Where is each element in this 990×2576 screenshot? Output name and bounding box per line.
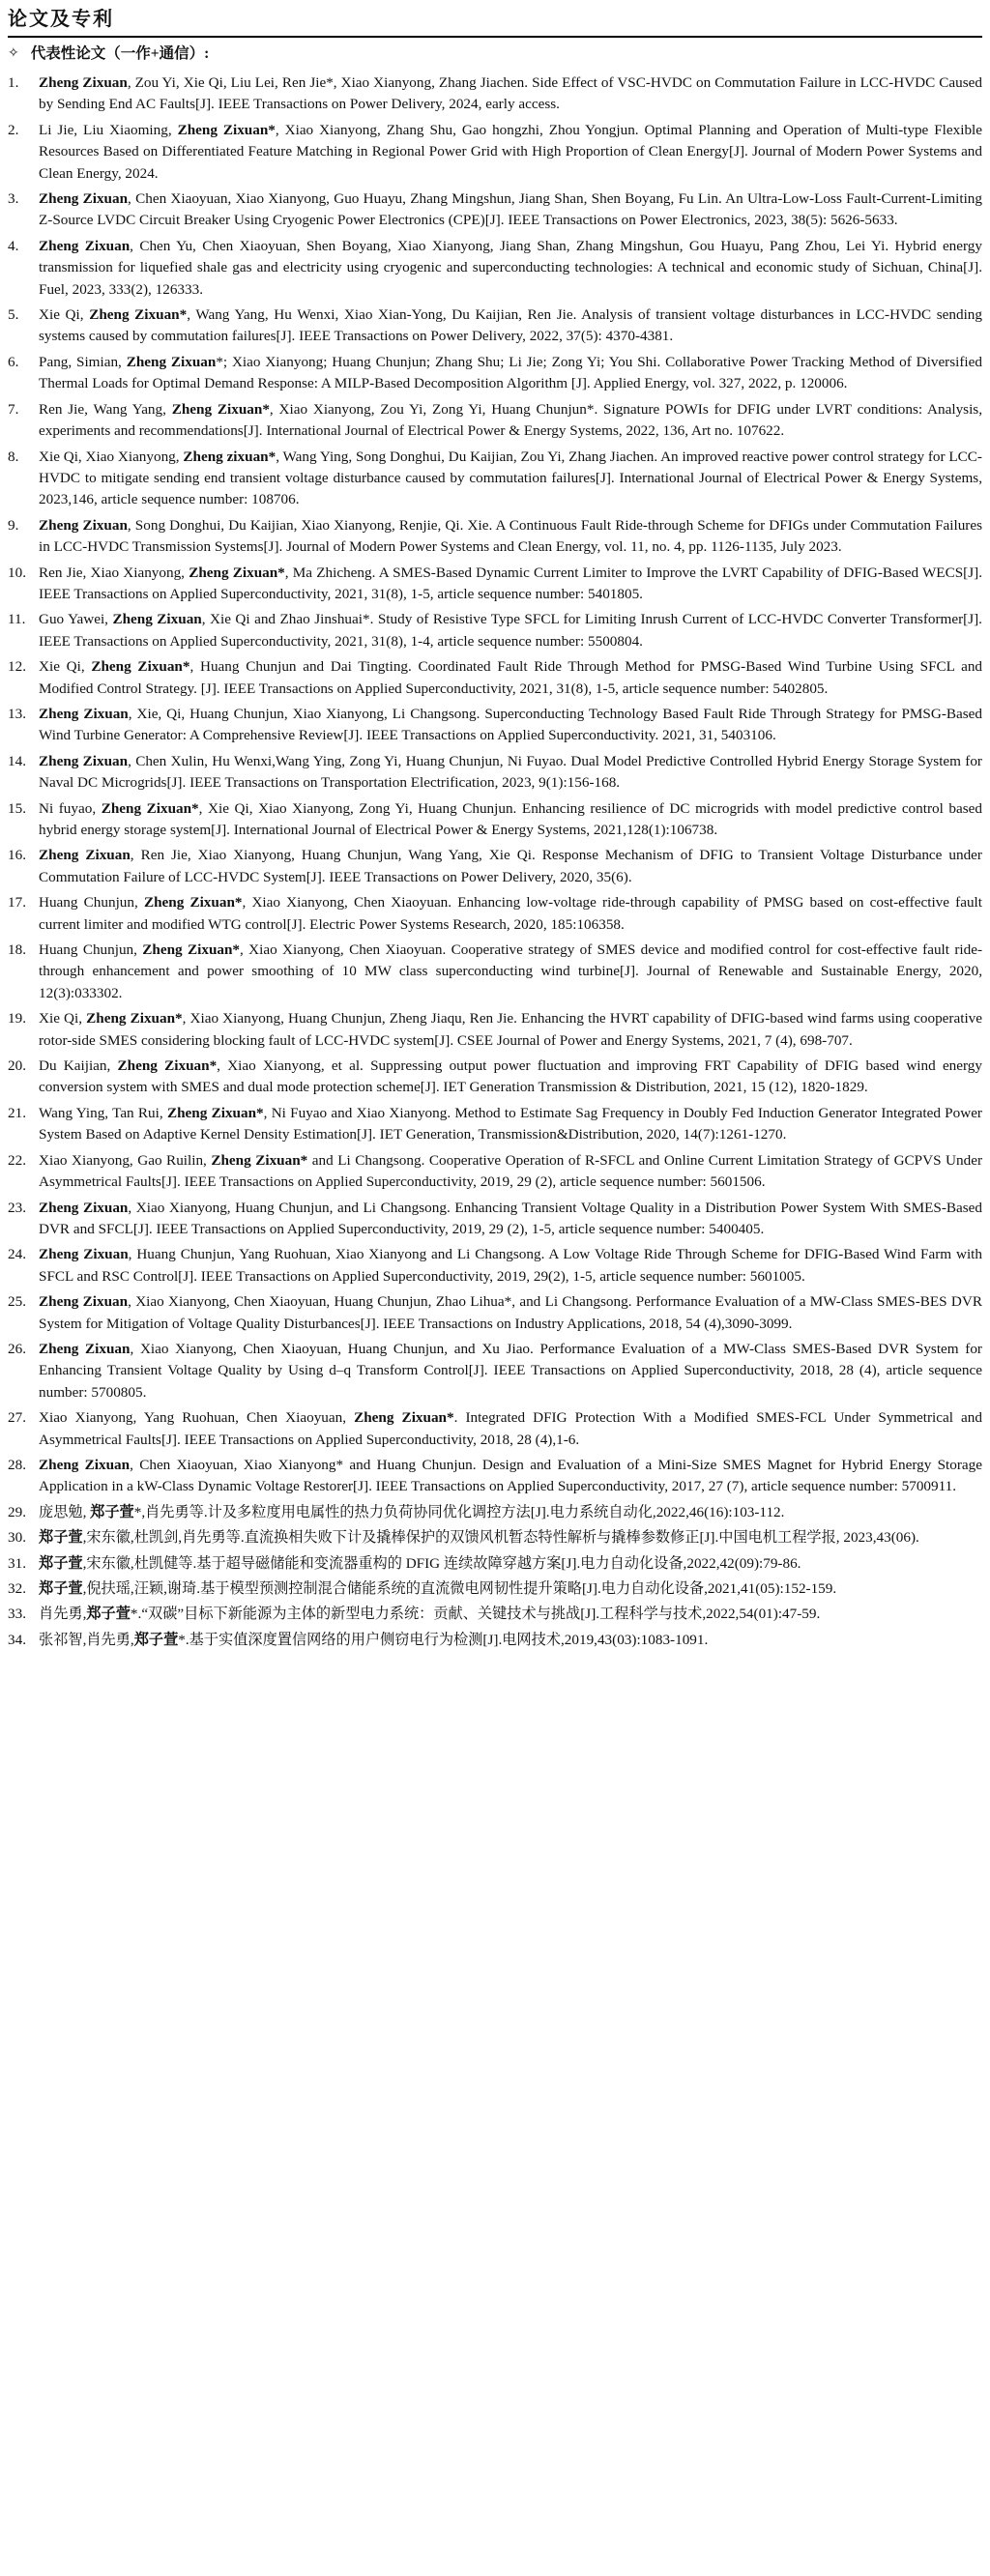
citation-text: Ni fuyao,: [39, 799, 102, 817]
publication-citation: [39, 704, 982, 747]
publication-citation: [39, 1455, 982, 1498]
author-name-highlight: Zheng Zixuan: [39, 1199, 129, 1216]
publication-number: 9.: [8, 516, 19, 534]
publication-number: 2.: [8, 121, 19, 138]
author-name-highlight: Zheng Zixuan*: [89, 306, 188, 324]
publication-item: [8, 704, 982, 747]
publication-number: 20.: [8, 1057, 26, 1075]
publication-item: [8, 1291, 982, 1335]
publication-citation: [39, 563, 982, 606]
citation-text: , Ma Zhicheng. A SMES-Based Dynamic Current Limiter to Improve the LVRT Capability of DFIG-Based WECS[J]. IEEE Transactions on Applied Superconductivity, 2021, 31(8), 1-5, article sequence number: 5401805.: [39, 564, 982, 602]
citation-text: , Xiao Xianyong, Chen Xiaoyuan, Huang Chunjun, Zhao Lihua*, and Li Changsong. Performance Evaluation of a MW-Class SMES-BES DVR System for Mitigation of Voltage Quality Disturbances[J]. IEEE Transactions on Industry Applications, 2018, 54 (4),3090-3099.: [39, 1293, 982, 1332]
citation-text: , Huang Chunjun and Dai Tingting. Coordinated Fault Ride Through Method for PMSG-Based Wind Turbine Using SFCL and Modified Control Strategy. [J]. IEEE Transactions on Applied Superconductivity, 2021, 31(8), 1-5, article sequence number: 5402805.: [39, 658, 983, 697]
citation-text: Guo Yawei,: [39, 611, 113, 628]
publication-item: [8, 845, 982, 888]
publication-citation: [39, 188, 982, 232]
publication-citation: [39, 1553, 982, 1575]
section-title: 论文及专利: [8, 9, 114, 30]
citation-text: Li Jie, Liu Xiaoming,: [39, 121, 178, 138]
author-name-highlight: Zheng Zixuan: [39, 237, 131, 254]
publication-item: [8, 798, 982, 842]
citation-text: 肖先勇,: [39, 1606, 87, 1623]
author-name-highlight: Zheng Zixuan: [39, 1456, 131, 1473]
citation-text: ,宋东徽,杜凯健等.基于超导磁储能和变流器重构的 DFIG 连续故障穿越方案[J].电力自动化设备,2022,42(09):79-86.: [82, 1554, 801, 1572]
publication-citation: [39, 352, 982, 395]
publication-number: 4.: [8, 237, 19, 254]
citation-text: , Xiao Xianyong, Huang Chunjun, Zheng Jiaqu, Ren Jie. Enhancing the HVRT capability of DFIG-based wind farms using cooperative rotor-side SMES considering blocking fault of LCC-HVDC system[J]. CSEE Journal of Power and Energy Systems, 2021, 7 (4), 698-707.: [39, 1010, 982, 1049]
publication-number: 3.: [8, 190, 19, 208]
citation-text: , Xiao Xianyong, Chen Xiaoyuan, Huang Chunjun, and Xu Jiao. Performance Evaluation of a MW-Class SMES-Based DVR System for Enhancing Transient Voltage Quality by Using d–q Transform Control[J]. IEEE Transactions on Applied Superconductivity, 2018, 28 (4), article sequence number: 5700805.: [39, 1340, 982, 1401]
publication-item: [8, 656, 982, 700]
publication-number: 15.: [8, 799, 26, 817]
citation-text: Xie Qi,: [39, 306, 90, 324]
author-name-highlight: 郑子萱: [39, 1580, 83, 1597]
citation-text: , Huang Chunjun, Yang Ruohuan, Xiao Xianyong and Li Changsong. A Low Voltage Ride Through Scheme for DFIG-Based Wind Farm with SFCL and RSC Control[J]. IEEE Transactions on Applied Superconductivity, 2019, 29(2), 1-5, article sequence number: 5601005.: [39, 1246, 982, 1285]
publication-citation: [39, 656, 982, 700]
section-divider: [8, 36, 982, 38]
publication-citation: [39, 72, 982, 116]
publication-citation: [39, 609, 982, 652]
author-name-highlight: Zheng Zixuan: [39, 1340, 131, 1357]
author-name-highlight: Zheng Zixuan*: [101, 799, 199, 817]
publication-item: [8, 940, 982, 1004]
author-name-highlight: Zheng Zixuan*: [189, 564, 285, 581]
publication-item: [8, 1527, 982, 1548]
author-name-highlight: Zheng Zixuan*: [117, 1057, 218, 1075]
author-name-highlight: Zheng Zixuan*: [91, 658, 190, 676]
publication-number: 33.: [8, 1606, 26, 1623]
publication-number: 17.: [8, 894, 26, 912]
publication-citation: [39, 515, 982, 559]
citation-text: Ren Jie, Wang Yang,: [39, 400, 172, 418]
author-name-highlight: Zheng Zixuan: [39, 752, 129, 769]
publication-number: 13.: [8, 705, 26, 722]
publication-citation: [39, 1291, 982, 1335]
publication-citation: [39, 1527, 982, 1548]
publication-item: [8, 1008, 982, 1052]
citation-text: Xiao Xianyong, Gao Ruilin,: [39, 1151, 212, 1169]
citation-text: , Xie, Qi, Huang Chunjun, Xiao Xianyong, Li Changsong. Superconducting Technology Based Fault Ride Through Strategy for PMSG-Based Wind Turbine Generator: A Comprehensive Review[J]. IEEE Transactions on Applied Superconductivity. 2021, 31, 5403106.: [39, 705, 982, 744]
author-name-highlight: Zheng Zixuan: [112, 611, 202, 628]
publication-citation: [39, 798, 982, 842]
publication-item: [8, 1630, 982, 1651]
citation-text: , Xiao Xianyong, Zou Yi, Zong Yi, Huang Chunjun*. Signature POWIs for DFIG under LVRT conditions: Analysis, experiments and recommendations[J]. International Journal of Electrical Power & Energy Systems, 2022, 136, Art no. 107622.: [39, 400, 982, 440]
publication-item: [8, 1553, 982, 1575]
publication-number: 10.: [8, 564, 26, 581]
citation-text: 庞思勉,: [39, 1503, 91, 1520]
citation-text: ,宋东徽,杜凯剑,肖先勇等.直流换相失败下计及撬棒保护的双馈风机暂态特性解析与撬棒参数修正[J].中国电机工程学报, 2023,43(06).: [82, 1529, 919, 1547]
publication-citation: [39, 399, 982, 443]
citation-text: Wang Ying, Tan Rui,: [39, 1104, 167, 1121]
publication-number: 32.: [8, 1580, 26, 1597]
citation-text: , Xiao Xianyong, Chen Xiaoyuan. Cooperative strategy of SMES device and modified control for cost-effective fault ride-through enhancement and power smoothing of 10 MW class superconducting wind turbine[J]. Journal of Renewable and Sustainable Energy, 2020, 12(3):033302.: [39, 941, 982, 1001]
publication-number: 24.: [8, 1246, 26, 1263]
citation-text: Du Kaijian,: [39, 1057, 118, 1075]
publication-number: 14.: [8, 752, 26, 769]
citation-text: Xie Qi,: [39, 658, 92, 676]
publication-citation: [39, 1339, 982, 1404]
citation-text: , Zou Yi, Xie Qi, Liu Lei, Ren Jie*, Xiao Xianyong, Zhang Jiachen. Side Effect of VSC-HVDC on Commutation Failure in LCC-HVDC Caused by Sending End AC Faults[J]. IEEE Transactions on Power Delivery, 2024, early access.: [39, 74, 982, 113]
citation-text: , Wang Ying, Song Donghui, Du Kaijian, Zou Yi, Zhang Jiachen. An improved reactive power control strategy for LCC-HVDC to mitigate sending end transient voltage disturbance caused by commutation failures[J]. International Journal of Electrical Power & Energy Systems, 2023,146, article sequence number: 108706.: [39, 448, 982, 508]
publication-number: 11.: [8, 611, 26, 628]
publication-number: 21.: [8, 1104, 26, 1121]
publication-item: [8, 1244, 982, 1288]
publication-number: 18.: [8, 941, 26, 959]
publication-number: 19.: [8, 1010, 26, 1028]
publication-citation: [39, 447, 982, 511]
publication-item: [8, 236, 982, 301]
publication-item: [8, 188, 982, 232]
author-name-highlight: 郑子萱: [86, 1606, 131, 1623]
author-name-highlight: Zheng Zixuan*: [177, 121, 276, 138]
citation-text: , Xie Qi and Zhao Jinshuai*. Study of Resistive Type SFCL for Limiting Inrush Current of LCC-HVDC Converter Transformer[J]. IEEE Transactions on Applied Superconductivity, 2021, 31(8), 1-4, article sequence number: 5500804.: [39, 611, 982, 650]
publication-citation: [39, 1604, 982, 1625]
publication-item: [8, 1103, 982, 1146]
citation-text: *.“双碳”目标下新能源为主体的新型电力系统：贡献、关键技术与挑战[J].工程科学与技术,2022,54(01):47-59.: [130, 1606, 821, 1623]
citation-text: , Song Donghui, Du Kaijian, Xiao Xianyong, Renjie, Qi. Xie. A Continuous Fault Ride-through Scheme for DFIGs under Commutation Failures in LCC-HVDC Transmission Systems[J]. Journal of Modern Power Systems and Clean Energy, vol. 11, no. 4, pp. 1126-1135, July 2023.: [39, 516, 983, 556]
author-name-highlight: Zheng Zixuan*: [211, 1151, 308, 1169]
publication-citation: [39, 1103, 982, 1146]
citation-text: , Wang Yang, Hu Wenxi, Xiao Xian-Yong, Du Kaijian, Ren Jie. Analysis of transient voltage disturbances in LCC-HVDC sending systems caused by commutation failures[J]. IEEE Transactions on Power Delivery, 2022, 37(5): 4370-4381.: [39, 306, 982, 345]
publication-item: [8, 751, 982, 795]
publication-number: 28.: [8, 1456, 26, 1473]
publication-number: 12.: [8, 658, 26, 676]
publication-number: 5.: [8, 306, 19, 324]
publication-number: 27.: [8, 1409, 26, 1427]
publication-number: 23.: [8, 1199, 26, 1216]
author-name-highlight: Zheng Zixuan*: [354, 1409, 454, 1427]
publication-citation: [39, 892, 982, 936]
publication-item: [8, 892, 982, 936]
publication-item: [8, 1407, 982, 1451]
publication-citation: [39, 304, 982, 348]
citation-text: *; Xiao Xianyong; Huang Chunjun; Zhang Shu; Li Jie; Zong Yi; You Shi. Collaborative Power Tracking Method of Diversified Thermal Loads for Optimal Demand Response: A MILP-Based Decomposition Algorithm [J]. Applied Energy, vol. 327, 2022, p. 120006.: [39, 353, 982, 392]
author-name-highlight: Zheng Zixuan*: [142, 941, 241, 959]
publication-list: [8, 72, 982, 1651]
citation-text: and Li Changsong. Cooperative Operation of R-SFCL and Online Current Limitation Strategy of GCPVS Under Asymmetrical Faults[J]. IEEE Transactions on Applied Superconductivity, 2019, 29 (2), article sequence number: 5601506.: [39, 1151, 983, 1191]
citation-text: . Integrated DFIG Protection With a Modified SMES-FCL Under Symmetrical and Asymmetrical Faults[J]. IEEE Transactions on Applied Superconductivity, 2018, 28 (4),1-6.: [39, 1409, 982, 1448]
citation-text: ,倪扶瑶,汪颖,谢琦.基于模型预测控制混合储能系统的直流微电网韧性提升策略[J].电力自动化设备,2021,41(05):152-159.: [82, 1580, 837, 1597]
citation-text: , Xie Qi, Xiao Xianyong, Zong Yi, Huang Chunjun. Enhancing resilience of DC microgrids with model predictive control based hybrid energy storage system[J]. International Journal of Electrical Power & Energy Systems, 2021,128(1):106738.: [39, 799, 982, 838]
publication-citation: [39, 1578, 982, 1600]
publication-item: [8, 72, 982, 116]
subsection-title: 代表性论文（一作+通信）:: [30, 45, 210, 62]
author-name-highlight: Zheng Zixuan: [39, 516, 128, 534]
citation-text: , Xiao Xianyong, Huang Chunjun, and Li Changsong. Enhancing Transient Voltage Quality in a Distribution Power System With SMES-Based DVR and SFCL[J]. IEEE Transactions on Applied Superconductivity, 2019, 29 (2), 1-5, article sequence number: 5400405.: [39, 1199, 982, 1237]
author-name-highlight: Zheng Zixuan*: [86, 1010, 183, 1028]
publication-item: [8, 1056, 982, 1099]
publication-number: 8.: [8, 448, 19, 465]
citation-text: Xie Qi, Xiao Xianyong,: [39, 448, 184, 465]
publication-number: 1.: [8, 74, 19, 91]
author-name-highlight: Zheng Zixuan*: [171, 400, 270, 418]
citation-text: , Ren Jie, Xiao Xianyong, Huang Chunjun, Wang Yang, Xie Qi. Response Mechanism of DFIG to Transient Voltage Disturbance under Commutation Failure of LCC-HVDC System[J]. IEEE Transactions on Power Delivery, 2020, 35(6).: [39, 847, 982, 885]
subsection-heading: [8, 42, 982, 67]
publication-item: [8, 1604, 982, 1625]
publication-citation: [39, 1150, 982, 1194]
citation-text: Pang, Simian,: [39, 353, 127, 370]
publication-number: 29.: [8, 1503, 26, 1520]
citation-text: 张祁智,肖先勇,: [39, 1631, 134, 1648]
author-name-highlight: 郑子萱: [39, 1529, 83, 1547]
author-name-highlight: 郑子萱: [90, 1503, 134, 1520]
citation-text: , Ni Fuyao and Xiao Xianyong. Method to Estimate Sag Frequency in Doubly Fed Induction Generator Integrated Power System Based on Adaptive Kernel Density Estimation[J]. IET Generation, Transmission&Distribution, 2020, 14(7):1261-1270.: [39, 1104, 982, 1143]
publication-citation: [39, 751, 982, 795]
author-name-highlight: 郑子萱: [133, 1631, 179, 1648]
citation-text: Xie Qi,: [39, 1010, 87, 1028]
publication-citation: [39, 120, 982, 185]
citation-text: Huang Chunjun,: [39, 894, 144, 912]
author-name-highlight: Zheng Zixuan: [39, 190, 129, 208]
publication-item: [8, 1150, 982, 1194]
publication-citation: [39, 940, 982, 1004]
publication-item: [8, 609, 982, 652]
citation-text: Huang Chunjun,: [39, 941, 143, 959]
publication-citation: [39, 1198, 982, 1241]
author-name-highlight: Zheng Zixuan: [39, 705, 129, 722]
author-name-highlight: Zheng zixuan*: [183, 448, 277, 465]
publication-item: [8, 1198, 982, 1241]
citation-text: *.基于实值深度置信网络的用户侧窃电行为检测[J].电网技术,2019,43(03):1083-1091.: [178, 1631, 709, 1648]
publication-citation: [39, 845, 982, 888]
publication-number: 31.: [8, 1554, 26, 1572]
publication-citation: [39, 1008, 982, 1052]
publication-number: 30.: [8, 1529, 26, 1547]
citation-text: Ren Jie, Xiao Xianyong,: [39, 564, 189, 581]
publication-citation: [39, 1244, 982, 1288]
citation-text: , Xiao Xianyong, Zhang Shu, Gao hongzhi, Zhou Yongjun. Optimal Planning and Operation of Multi-type Flexible Resources Based on Differentiated Feature Matching in Regional Power Grid with High Proportion of Clean Energy[J]. Journal of Modern Power Systems and Clean Energy, 2024.: [39, 121, 982, 182]
publication-number: 22.: [8, 1151, 26, 1169]
author-name-highlight: Zheng Zixuan*: [166, 1104, 264, 1121]
citation-text: Xiao Xianyong, Yang Ruohuan, Chen Xiaoyuan,: [39, 1409, 355, 1427]
publication-item: [8, 515, 982, 559]
publication-item: [8, 352, 982, 395]
author-name-highlight: Zheng Zixuan: [39, 847, 131, 864]
citation-text: , Xiao Xianyong, et al. Suppressing output power fluctuation and improving FRT Capability of DFIG based wind energy conversion system with SMES and dual mode protection scheme[J]. IET Generation Transmission & Distribution, 2021, 15 (12), 1820-1829.: [39, 1057, 982, 1096]
publication-number: 34.: [8, 1631, 26, 1648]
publication-number: 6.: [8, 353, 19, 370]
publication-item: [8, 304, 982, 348]
citation-text: , Chen Xiaoyuan, Xiao Xianyong* and Huang Chunjun. Design and Evaluation of a Mini-Size SMES Magnet for Hybrid Energy Storage Application in a kW-Class Dynamic Voltage Restorer[J]. IEEE Transactions on Applied Superconductivity, 2017, 27 (7), article sequence number: 5700911.: [39, 1456, 982, 1495]
publication-item: [8, 399, 982, 443]
author-name-highlight: Zheng Zixuan: [39, 1293, 129, 1311]
publication-item: [8, 447, 982, 511]
publication-number: 25.: [8, 1293, 26, 1311]
author-name-highlight: Zheng Zixuan: [126, 353, 217, 370]
publication-number: 16.: [8, 847, 26, 864]
citation-text: , Xiao Xianyong, Chen Xiaoyuan. Enhancing low-voltage ride-through capability of PMSG based on cost-effective fault current limiter and modified WTG control[J]. Electric Power Systems Research, 2020, 185:106358.: [39, 894, 982, 933]
publication-citation: [39, 1056, 982, 1099]
citation-text: *,肖先勇等.计及多粒度用电属性的热力负荷协同优化调控方法[J].电力系统自动化,2022,46(16):103-112.: [133, 1503, 785, 1520]
publication-item: [8, 120, 982, 185]
publication-citation: [39, 236, 982, 301]
author-name-highlight: Zheng Zixuan*: [143, 894, 243, 912]
citation-text: , Chen Xulin, Hu Wenxi,Wang Ying, Zong Yi, Huang Chunjun, Ni Fuyao. Dual Model Predictive Controlled Hybrid Energy Storage System for Naval DC Microgrids[J]. IEEE Transactions on Transportation Electrification, 2023, 9(1):156-168.: [39, 752, 982, 792]
publication-item: [8, 563, 982, 606]
publication-item: [8, 1502, 982, 1523]
publication-item: [8, 1455, 982, 1498]
citation-text: , Chen Xiaoyuan, Xiao Xianyong, Guo Huayu, Zhang Mingshun, Jiang Shan, Shen Boyang, Fu Lin. An Ultra-Low-Loss Fault-Current-Limiting Z-Source LVDC Circuit Breaker Using Cryogenic Power Electronics (CPE)[J]. IEEE Transactions on Power Electronics, 2023, 38(5): 5626-5633.: [39, 190, 982, 229]
publication-citation: [39, 1630, 982, 1651]
publication-citation: [39, 1502, 982, 1523]
publication-item: [8, 1578, 982, 1600]
diamond-bullet-icon: ✧: [8, 46, 19, 61]
publication-item: [8, 1339, 982, 1404]
publication-number: 26.: [8, 1340, 26, 1357]
citation-text: , Chen Yu, Chen Xiaoyuan, Shen Boyang, Xiao Xianyong, Jiang Shan, Zhang Mingshun, Gou Huayu, Pang Zhou, Lei Yi. Hybrid energy transmission for liquefied shale gas and electricity using cryogenic and superconducting technologies: A technical and economic study of Sichuan, China[J]. Fuel, 2023, 333(2), 126333.: [39, 237, 982, 298]
author-name-highlight: Zheng Zixuan: [39, 74, 128, 91]
publication-number: 7.: [8, 400, 19, 418]
author-name-highlight: Zheng Zixuan: [39, 1246, 129, 1263]
author-name-highlight: 郑子萱: [39, 1554, 83, 1572]
publication-citation: [39, 1407, 982, 1451]
